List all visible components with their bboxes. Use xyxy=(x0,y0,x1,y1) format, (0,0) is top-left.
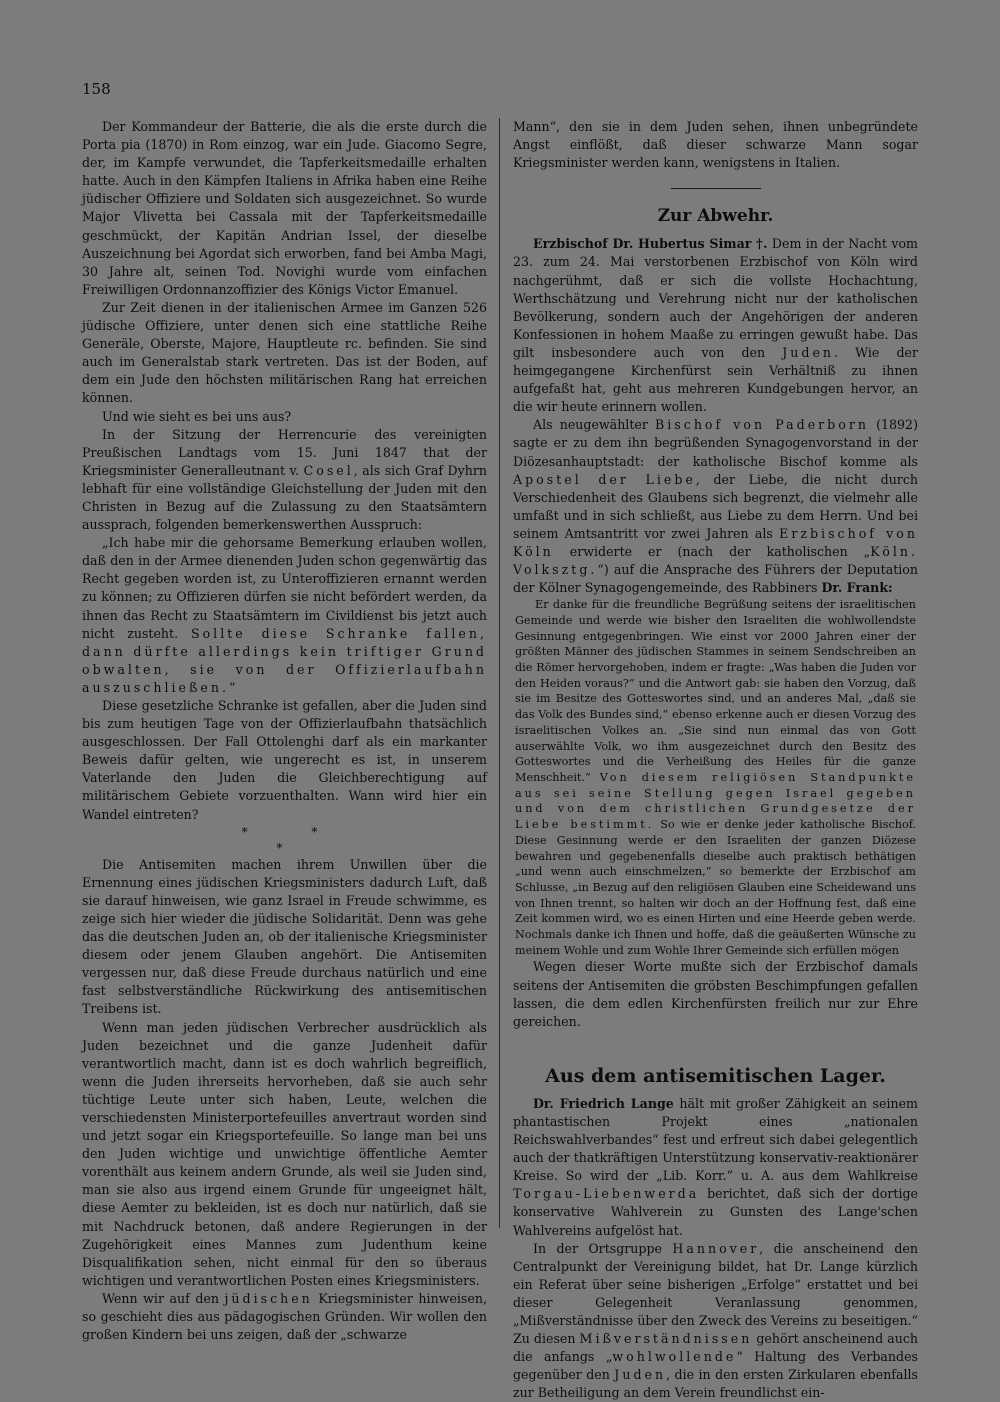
section-rule xyxy=(671,188,761,189)
section-separator: * * xyxy=(241,824,348,839)
emphasized-text: Bischof von Paderborn xyxy=(655,417,869,433)
paragraph: Wenn man jeden jüdischen Verbrecher ausdrücklich als Juden bezeichnet und die ganze Judenheit dafür verantwortlich macht, dann ist es doch wahrlich begreiflich, wenn die Juden ihrerseits hervorheben, daß sie auch sehr tüchtige Leute unter sich haben, Leute, welchen die verschiedensten Ministerportefeuilles anvertraut worden sind und jetzt sogar ein Kriegsportefeuille. So lange man bei uns den Juden wichtige und unwichtige öffentliche Aemter vorenthält aus keinem andern Grunde, als weil sie Juden sind, man sie also aus irgend einem Grunde für ungeeignet hält, diese Aemter zu bekleiden, ist es doch nur natürlich, daß sie mit Nachdruck betonen, daß andere Regierungen in der Zugehörigkeit eines Mannes zum Judenthum keine Disqualifikation sehen, nicht einmal für den so überaus wichtigen und verantwortlichen Posten eines Kriegsministers. xyxy=(82,1019,487,1288)
paragraph: Als neugewählter Bischof von Paderborn (1892) sagte er zu dem ihn begrüßenden Synagogenvorstand in der Diözesanhauptstadt: der katholische Bischof komme als Apostel der Liebe, der Liebe, die nicht durch Verschiedenheit des Glaubens sich begrenzt, die vielmehr alle umfaßt und in sich schließt, aus Liebe zu dem Herrn. Und bei seinem Amtsantritt vor zwei Jahren als Erzbischof von Köln erwiderte er (nach der katholischen „Köln. Volksztg.“) auf die Ansprache des Führers der Deputation der Kölner Synagogengemeinde, des Rabbiners Dr. Frank: xyxy=(513,417,918,596)
left-column xyxy=(82,118,487,1344)
emphasized-text: Sollte diese Schranke fallen, dann dürfte allerdings kein triftiger Grund obwalten, sie von der Offizierlaufbahn auszuschließen.“ xyxy=(82,625,488,695)
paragraph: Diese gesetzliche Schranke ist gefallen, aber die Juden sind bis zum heutigen Tage von der Offizierlaufbahn thatsächlich ausgeschlossen. Der Fall Ottolenghi darf als ein markanter Beweis dafür gelten, wie ungerecht es ist, in unserem Vaterlande den Juden die Gleichberechtigung auf militärischem Gebiete vorzuenthalten. Wann wird hier ein Wandel eintreten? xyxy=(82,698,487,822)
emphasized-text: Torgau-Liebenwerda xyxy=(513,1186,700,1202)
emphasized-text: Von diesem religiösen Standpunkte aus sei seine Stellung gegen Israel gegeben und von dem christlichen Grundgesetze der Liebe bestimmt. xyxy=(515,770,916,832)
emphasized-text: Hannover xyxy=(672,1240,760,1256)
right-column xyxy=(513,118,918,1402)
newspaper-name: Köln. Volksztg. xyxy=(513,543,918,578)
paragraph: Erzbischof Dr. Hubertus Simar †. Dem in der Nacht vom 23. zum 24. Mai verstorbenen Erzbischof von Köln wird nachgerühmt, daß er sich die vollste Hochachtung, Werthschätzung und Verehrung nicht nur der katholischen Bevölkerung, sondern auch der Angehörigen der anderen Konfessionen in hohem Maaße zu erringen gewußt habe. Das gilt insbesondere auch von den Juden. Wie der heimgegangene Kirchenfürst sein Verhältniß zu ihnen aufgefaßt hat, geht aus mehreren Kundgebungen hervor, an die wir heute erinnern wollen. xyxy=(513,236,918,415)
emphasized-text: Mißverständnissen xyxy=(579,1331,753,1347)
column-divider xyxy=(499,118,500,1228)
newspaper-name: Lib. Korr. xyxy=(662,1168,727,1184)
person-name: Erzbischof Dr. Hubertus Simar †. xyxy=(533,236,768,252)
paragraph: Dr. Friedrich Lange hält mit großer Zähigkeit an seinem phantastischen Projekt eines „nationalen Reichswahlverbandes“ fest und erfreut sich dabei gelegentlich auch der thatkräftigen Unterstützung konservativ-reaktionärer Kreise. So wird der „Lib. Korr.“ u. A. aus dem Wahlkreise Torgau-Liebenwerda berichtet, daß sich der dortige konservative Wahlverein zu Gunsten des Lange'schen Wahlvereins aufgelöst hat. xyxy=(513,1095,918,1238)
section-heading-abwehr: Zur Abwehr. xyxy=(657,206,774,227)
page-number: 158 xyxy=(82,80,111,98)
emphasized-text: Juden xyxy=(782,344,835,360)
emphasized-text: wohlwollende xyxy=(612,1349,737,1365)
paragraph: Wenn wir auf den jüdischen Kriegsminister hinweisen, so geschieht dies aus pädagogischen Gründen. Wir wollen den großen Kindern bei uns zeigen, daß der „schwarze xyxy=(82,1290,487,1343)
emphasized-text: Juden xyxy=(614,1367,667,1383)
section-heading-lager: Aus dem antisemitischen Lager. xyxy=(545,1064,886,1087)
emphasized-text: Apostel der Liebe xyxy=(513,471,696,487)
paragraph: In der Sitzung der Herrencurie des vereinigten Preußischen Landtags vom 15. Juni 1847 that der Kriegsminister Generalleutnant v. Cosel, als sich Graf Dyhrn lebhaft für eine vollständige Gleichstellung der Juden mit den Christen in Bezug auf die Zulassung zu den Staatsämtern aussprach, folgenden bemerkenswerthen Ausspruch: xyxy=(82,426,487,533)
paragraph: Wegen dieser Worte mußte sich der Erzbischof damals seitens der Antisemiten die gröbsten Beschimpfungen gefallen lassen, die dem edlen Kirchenfürsten freilich nur zur Ehre gereichen. xyxy=(513,959,918,1029)
emphasized-text: Erzbischof von Köln xyxy=(513,525,918,559)
person-name: Cosel xyxy=(303,462,354,478)
section-separator: * xyxy=(276,840,313,855)
paragraph: Der Kommandeur der Batterie, die als die erste durch die Porta pia (1870) in Rom einzog, war ein Jude. Giacomo Segre, der, im Kampfe verwundet, die Tapferkeitsmedaille erhalten hatte. Auch in den Kämpfen Italiens in Afrika haben eine Reihe jüdischer Offiziere und Soldaten sich ausgezeichnet. So wurde Major Vlivetta bei Cassala mit der Tapferkeitsmedaille geschmückt, der Kapitän Andrian Issel, der dieselbe Auszeichnung bei Agordat sich erworben, fand bei Amba Magi, 30 Jahre alt, seinen Tod. Novighi wurde vom einfachen Freiwilligen Ordonnanzoffizier des Königs Victor Emanuel. xyxy=(82,119,487,297)
paragraph: Und wie sieht es bei uns aus? xyxy=(102,408,292,424)
emphasized-text: jüdischen xyxy=(224,1290,313,1306)
paragraph: In der Ortsgruppe Hannover, die anscheinend den Centralpunkt der Vereinigung bildet, hat Dr. Lange kürzlich ein Referat über seine bisherigen „Erfolge“ erstattet und bei dieser Gelegenheit Veranlassung genommen, „Mißverständnisse über den Zweck des Vereins zu beseitigen.“ Zu diesen Mißverständnissen gehört anscheinend auch die anfangs „wohlwollende“ Haltung des Verbandes gegenüber den Juden, die in den ersten Zirkularen ebenfalls zur Betheiligung an dem Verein freundlichst ein- xyxy=(513,1240,919,1401)
quote: Er danke für die freundliche Begrüßung seitens der israelitischen Gemeinde und werde wie bisher den Israeliten die wohlwollendste Gesinnung entgegenbringen. Wie einst vor 2000 Jahren einer der größten Männer des jüdischen Stammes in seinem Sendschreiben an die Römer hervorgehoben, indem er fragte: „Was haben die Juden vor den Heiden voraus?“ und die Antwort gab: sie haben den Vorzug, daß sie im Besitze des Gotteswortes sind, und an anderes Mal, „daß sie das Volk des Bundes sind,“ ebenso erkenne auch er diesen Vorzug des israelitischen Volkes an. „Sie sind nun einmal das von Gott auserwählte Volk, wo ihm ausgezeichnet durch den Besitz des Gotteswortes und die Verheißung des Heiles für die ganze Menschheit.“ Von diesem religiösen Standpunkte aus sei seine Stellung gegen Israel gegeben und von dem christlichen Grundgesetze der Liebe bestimmt. So wie er denke jeder katholische Bischof. Diese Gesinnung werde er den Israeliten der ganzen Diözese bewahren und gegebenenfalls dieselbe auch praktisch bethätigen „und wenn auch einschmelzen,“ so bemerkte der Erzbischof am Schlusse, „in Bezug auf den religiösen Glauben eine Scheidewand uns von Ihnen trennt, so halten wir doch an der Hoffnung fest, daß eine Zeit kommen wird, wo es einen Hirten und eine Heerde geben werde. Nochmals danke ich Ihnen und hoffe, daß die geäußerten Wünsche zu meinem Wohle und zum Wohle Ihrer Gemeinde sich erfüllen mögen xyxy=(515,598,916,957)
quote: „Ich habe mir die gehorsame Bemerkung erlauben wollen, daß den in der Armee dienenden Juden schon gegenwärtig das Recht gegeben worden ist, zu Unteroffizieren ernannt werden zu können; zu Offizieren dürfen sie nicht befördert werden, da ihnen das Recht zu Staatsämtern im Civildienst bis jetzt auch nicht zusteht. Sollte diese Schranke fallen, dann dürfte allerdings kein triftiger Grund obwalten, sie von der Offizierlaufbahn auszuschließen.“ xyxy=(82,535,488,695)
paragraph: Zur Zeit dienen in der italienischen Armee im Ganzen 526 jüdische Offiziere, unter denen sich eine stattliche Reihe Generäle, Oberste, Majore, Hauptleute rc. befinden. Sie sind auch im Generalstab stark vertreten. Das ist der Boden, auf dem ein Jude den höchsten militärischen Rang hat erreichen können. xyxy=(82,299,487,406)
person-name: Dr. Friedrich Lange xyxy=(533,1095,674,1111)
paragraph: Die Antisemiten machen ihrem Unwillen über die Ernennung eines jüdischen Kriegsministers dadurch Luft, daß sie darauf hinweisen, wie ganz Israel in Freude schwimme, es zeige sich hier wieder die jüdische Solidarität. Denn was gehe das die deutschen Juden an, ob der italienische Kriegsminister diesem oder jenem Glauben angehört. Die Antisemiten vergessen nur, daß diese Freude durchaus natürlich und eine fast selbstverständliche Rückwirkung des antisemitischen Treibens ist. xyxy=(82,856,487,1017)
person-name: Dr. Frank: xyxy=(821,580,893,596)
paragraph: Mann“, den sie in dem Juden sehen, ihnen unbegründete Angst einflößt, daß dieser schwarze Mann sogar Kriegsminister werden kann, wenigstens in Italien. xyxy=(513,119,918,171)
